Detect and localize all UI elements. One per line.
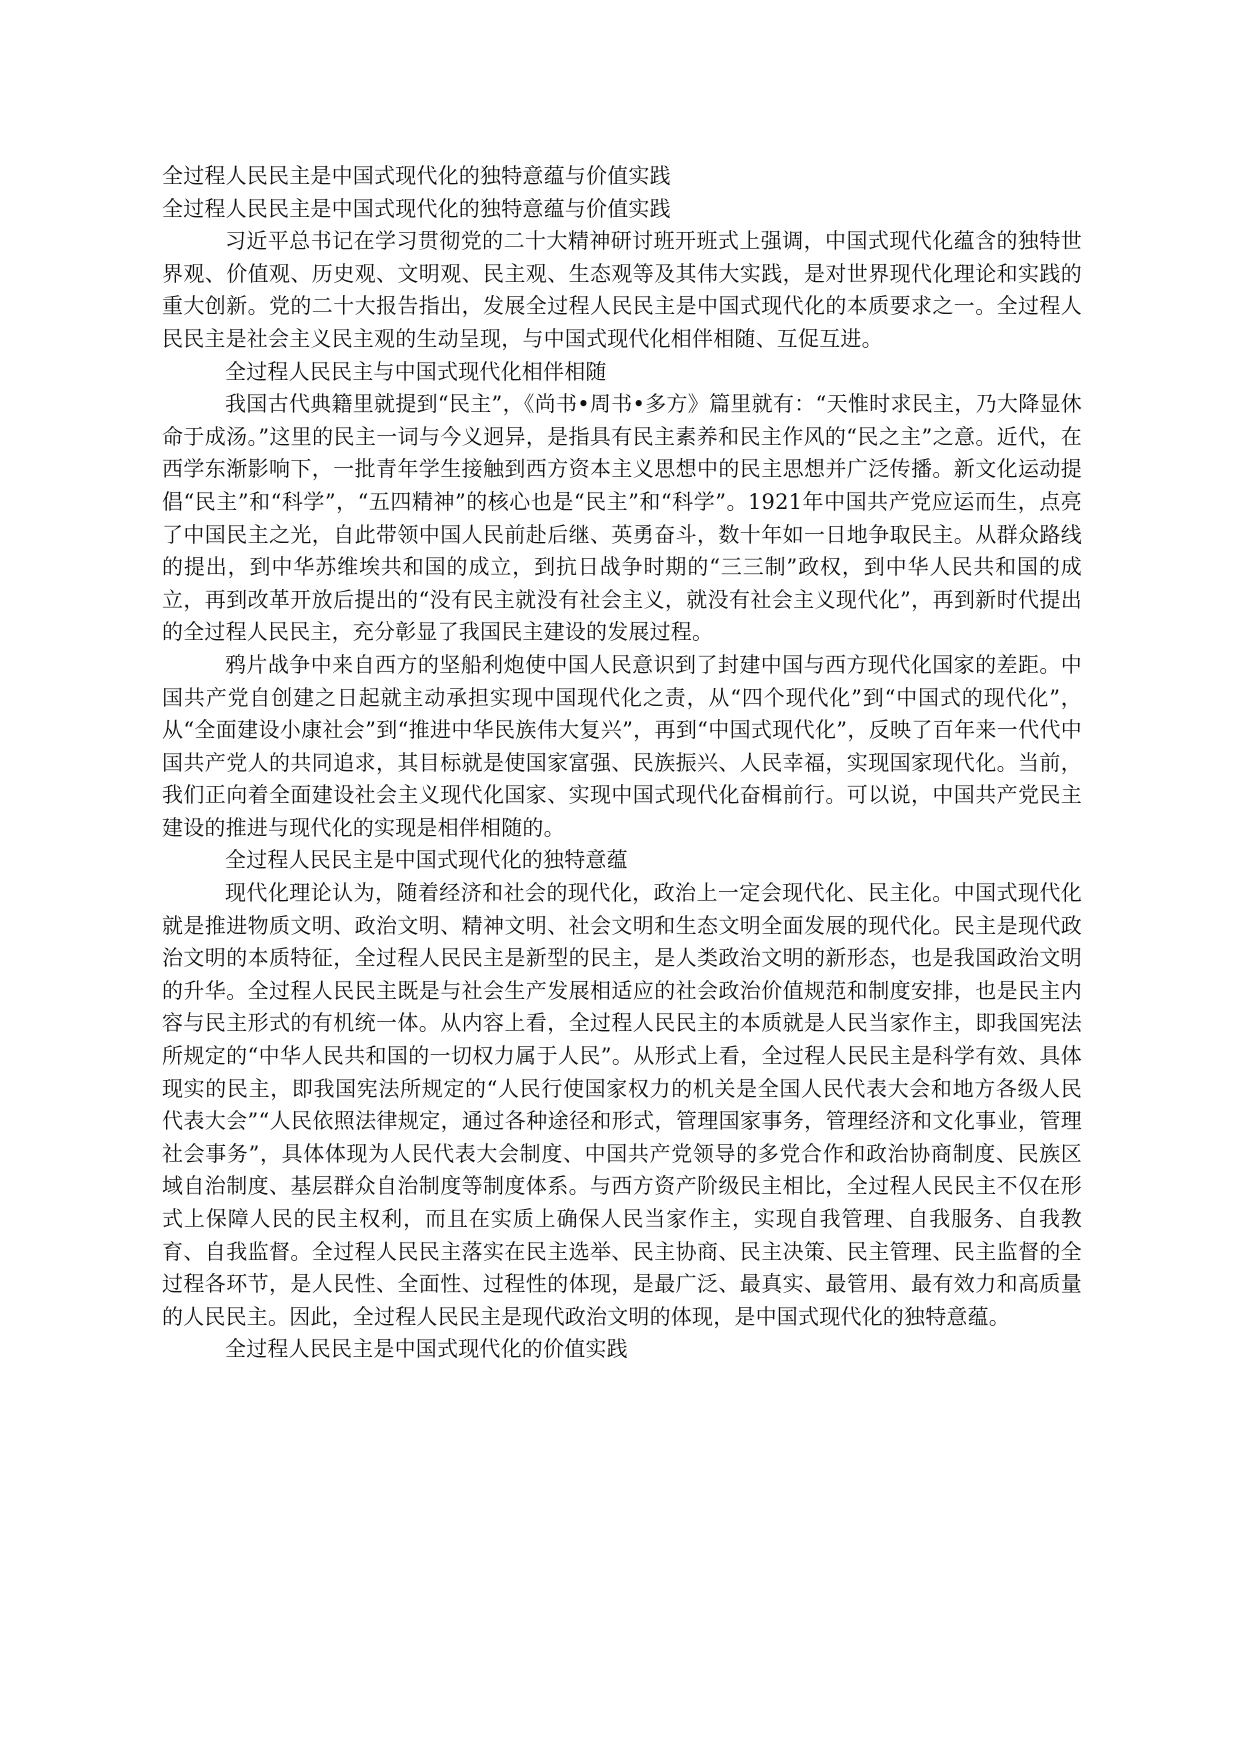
body-paragraph: 鸦片战争中来自西方的坚船利炮使中国人民意识到了封建中国与西方现代化国家的差距。中国共产党自创建之日起就主动承担实现中国现代化之责，从“四个现代化”到“中国式的现代化”，从“全面建设小康社会”到“推进中华民族伟大复兴”，再到“中国式现代化”，反映了百年来一代代中国共产党人的共同追求，其目标就是使国家富强、民族振兴、人民幸福，实现国家现代化。当前，我们正向着全面建设社会主义现代化国家、实现中国式现代化奋楫前行。可以说，中国共产党民主建设的推进与现代化的实现是相伴相随的。 [162,652,1082,840]
section-heading: 全过程人民民主与中国式现代化相伴相随 [225,359,607,384]
body-paragraph: 现代化理论认为，随着经济和社会的现代化，政治上一定会现代化、民主化。中国式现代化就是推进物质文明、政治文明、精神文明、社会文明和生态文明全面发展的现代化。民主是现代政治文明的本质特征，全过程人民民主是新型的民主，是人类政治文明的新形态，也是我国政治文明的升华。全过程人民民主既是与社会生产发展相适应的社会政治价值规范和制度安排，也是民主内容与民主形式的有机统一体。从内容上看，全过程人民民主的本质就是人民当家作主，即我国宪法所规定的“中华人民共和国的一切权力属于人民”。从形式上看，全过程人民民主是科学有效、具体现实的民主，即我国宪法所规定的“人民行使国家权力的机关是全国人民代表大会和地方各级人民代表大会”“人民依照法律规定，通过各种途径和形式，管理国家事务，管理经济和文化事业，管理社会事务”，具体体现为人民代表大会制度、中国共产党领导的多党合作和政治协商制度、民族区域自治制度、基层群众自治制度等制度体系。与西方资产阶级民主相比，全过程人民民主不仅在形式上保障人民的民主权利，而且在实质上确保人民当家作主，实现自我管理、自我服务、自我教育、自我监督。全过程人民民主落实在民主选举、民主协商、民主决策、民主管理、民主监督的全过程各环节，是人民性、全面性、过程性的体现，是最广泛、最真实、最管用、最有效力和高质量的人民民主。因此，全过程人民民主是现代政治文明的体现，是中国式现代化的独特意蕴。 [162,881,1082,1329]
document-page [162,160,1082,1366]
document-title-repeat: 全过程人民民主是中国式现代化的独特意蕴与价值实践 [162,196,671,221]
body-paragraph: 我国古代典籍里就提到“民主”，《尚书•周书•多方》篇里就有：“天惟时求民主，乃大降显休命于成汤。”这里的民主一词与今义迥异，是指具有民主素养和民主作风的“民之主”之意。近代，在西学东渐影响下，一批青年学生接触到西方资本主义思想中的民主思想并广泛传播。新文化运动提倡“民主”和“科学”，“五四精神”的核心也是“民主”和“科学”。1921年中国共产党应运而生，点亮了中国民主之光，自此带领中国人民前赴后继、英勇奋斗，数十年如一日地争取民主。从群众路线的提出，到中华苏维埃共和国的成立，到抗日战争时期的“三三制”政权，到中华人民共和国的成立，再到改革开放后提出的“没有民主就没有社会主义，就没有社会主义现代化”，再到新时代提出的全过程人民民主，充分彰显了我国民主建设的发展过程。 [162,392,1082,645]
section-heading: 全过程人民民主是中国式现代化的价值实践 [225,1337,628,1362]
intro-paragraph: 习近平总书记在学习贯彻党的二十大精神研讨班开班式上强调，中国式现代化蕴含的独特世界观、价值观、历史观、文明观、民主观、生态观等及其伟大实践，是对世界现代化理论和实践的重大创新。党的二十大报告指出，发展全过程人民民主是中国式现代化的本质要求之一。全过程人民民主是社会主义民主观的生动呈现，与中国式现代化相伴相随、互促互进。 [162,229,1082,351]
document-title: 全过程人民民主是中国式现代化的独特意蕴与价值实践 [162,164,671,188]
section-heading: 全过程人民民主是中国式现代化的独特意蕴 [225,848,628,873]
